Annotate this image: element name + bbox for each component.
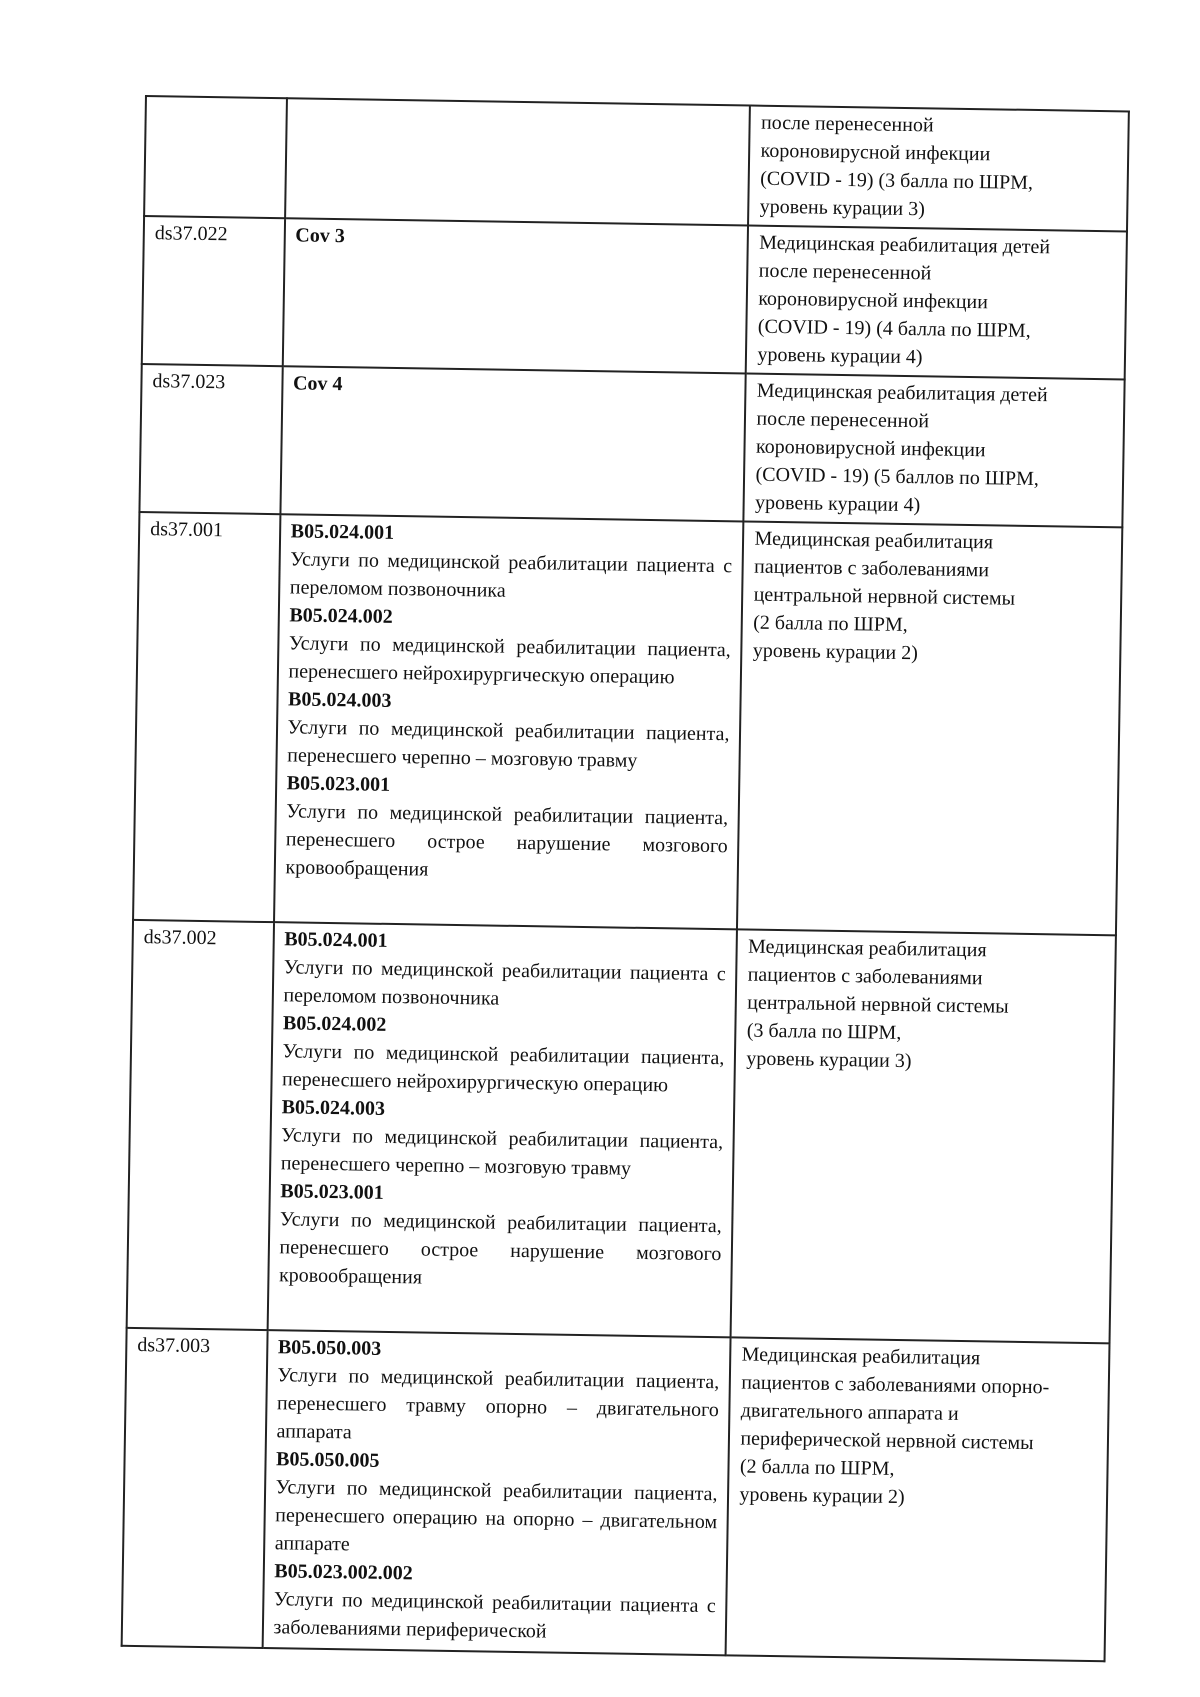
table-row [144, 96, 1129, 231]
service-description: Услуги по медицинской реабилитации пациента, перенесшего черепно – мозговую травму [280, 1124, 724, 1180]
table-row [127, 920, 1116, 1343]
table-row [139, 364, 1124, 527]
service-description: Услуги по медицинской реабилитации пациента с заболеваниями периферической [273, 1588, 716, 1643]
services-cell [262, 1330, 731, 1655]
row-id-cell [127, 920, 274, 1330]
service-code: B05.023.001 [280, 1180, 384, 1204]
row-id: ds37.022 [154, 222, 228, 246]
service-description: Услуги по медицинской реабилитации пациента, перенесшего травму опорно – двигательного аппарата [276, 1364, 720, 1444]
services-cell [280, 366, 746, 521]
table-row [122, 1328, 1110, 1661]
services-cell [282, 218, 748, 373]
row-id-cell [122, 1328, 268, 1648]
rehab-description: Медицинская реабилитация пациентов с заболеваниями опорно- двигательного аппарата и периферической нервной системы (2 балла по ШРМ, уровень курации 2) [739, 1343, 1050, 1509]
tariff-table [121, 95, 1130, 1662]
service-code: B05.023.001 [286, 772, 391, 796]
table-body [122, 96, 1129, 1661]
service-code: B05.024.001 [290, 520, 395, 544]
rehab-description: Медицинская реабилитация пациентов с заболеваниями центральной нервной системы (2 балла по ШРМ, уровень курации 2) [752, 527, 1016, 665]
rehab-description-cell [748, 106, 1128, 232]
service-code: B05.024.002 [289, 604, 393, 628]
group-code-label [297, 101, 739, 108]
service-code: B05.024.003 [281, 1096, 386, 1120]
rehab-description: Медицинская реабилитация детей после перенесенной короновирусной инфекции (COVID - 19) (5 баллов по ШРМ, уровень курации 4) [754, 379, 1048, 517]
rehab-description-cell [731, 929, 1116, 1343]
service-code: B05.050.003 [277, 1336, 382, 1360]
row-id: ds37.001 [150, 518, 224, 542]
service-description: Услуги по медицинской реабилитации пациента, перенесшего острое нарушение мозгового кровообращения [278, 1208, 722, 1289]
row-id-cell [144, 96, 286, 218]
service-description: Услуги по медицинской реабилитации пациента, перенесшего черепно – мозговую травму [287, 716, 730, 772]
service-code: B05.024.002 [282, 1012, 387, 1036]
service-description: Услуги по медицинской реабилитации пациента, перенесшего острое нарушение мозгового кровообращения [285, 800, 729, 881]
service-code: B05.024.003 [287, 688, 392, 712]
rehab-description: после перенесенной короновирусной инфекции (COVID - 19) (3 балла по ШРМ, уровень курации 3) [759, 111, 1034, 221]
row-id: ds37.003 [137, 1334, 211, 1358]
rehab-description: Медицинская реабилитация пациентов с заболеваниями центральной нервной системы (3 балла по ШРМ, уровень курации 3) [746, 935, 1009, 1073]
service-code: B05.050.005 [275, 1448, 380, 1472]
service-description: Услуги по медицинской реабилитации пациента, перенесшего нейрохирургическую операцию [281, 1040, 725, 1097]
service-code: B05.023.002.002 [274, 1560, 413, 1585]
service-description: Услуги по медицинской реабилитации пациента, перенесшего операцию на опорно – двигательном аппарате [274, 1476, 718, 1556]
service-description: Услуги по медицинской реабилитации пациента, перенесшего нейрохирургическую операцию [288, 632, 731, 689]
row-id-cell [139, 364, 282, 514]
row-id-cell [142, 216, 285, 366]
services-cell [274, 514, 744, 929]
rehab-description-cell [744, 373, 1125, 527]
service-code: B05.024.001 [284, 928, 388, 952]
service-description: Услуги по медицинской реабилитации пациента с переломом позвоночника [283, 956, 726, 1010]
table-row [133, 512, 1122, 935]
rehab-description-cell [746, 225, 1127, 379]
service-description: Услуги по медицинской реабилитации пациента с переломом позвоночника [289, 548, 733, 602]
services-cell [267, 922, 737, 1337]
rehab-description-cell [726, 1337, 1110, 1661]
row-id: ds37.002 [143, 926, 217, 950]
row-id-cell [133, 512, 280, 922]
table-row [142, 216, 1127, 379]
services-cell [285, 98, 751, 225]
row-id: ds37.023 [152, 370, 226, 394]
rehab-description: Медицинская реабилитация детей после перенесенной короновирусной инфекции (COVID - 19) (4 балла по ШРМ, уровень курации 4) [757, 231, 1051, 369]
group-code-label: Cov 3 [295, 224, 345, 248]
rehab-description-cell [737, 521, 1122, 935]
group-code-label: Cov 4 [292, 372, 343, 396]
